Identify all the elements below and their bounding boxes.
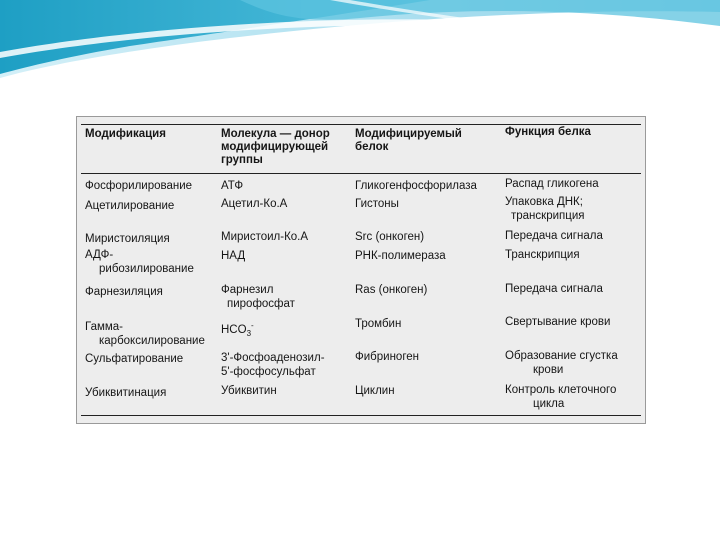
row-4-function: Транскрипция — [505, 249, 580, 261]
row-2-protein: Гистоны — [355, 198, 399, 210]
row-2-donor: Ацетил-Ко.А — [221, 198, 288, 210]
row-6-modification-line1: Гамма- — [85, 321, 124, 333]
row-6-protein: Тромбин — [355, 318, 402, 330]
row-2-function-line2: транскрипция — [511, 210, 585, 222]
row-2-modification: Ацетилирование — [85, 200, 175, 212]
row-5-modification: Фарнезиляция — [85, 286, 163, 298]
row-5-donor-line1: Фарнезил — [221, 284, 274, 296]
row-6-donor-bicarbonate: $HCO_3^-$ — [221, 321, 254, 339]
row-8-function-line2: цикла — [533, 398, 565, 410]
header-donor-line1: Молекула — донор — [221, 128, 330, 140]
row-1-donor: АТФ — [221, 180, 244, 192]
row-1-function: Распад гликогена — [505, 178, 599, 190]
row-8-modification: Убиквитинация — [85, 387, 167, 399]
row-3-protein: Src (онкоген) — [355, 231, 425, 243]
row-7-donor-line2: 5'-фосфосульфат — [221, 366, 316, 378]
row-7-protein: Фибриноген — [355, 351, 420, 363]
header-donor-line3: группы — [221, 154, 263, 166]
header-protein-line1: Модифицируемый — [355, 128, 462, 140]
row-4-protein: РНК-полимераза — [355, 250, 446, 262]
header-function: Функция белка — [505, 126, 591, 138]
row-3-donor: Миристоил-Ко.А — [221, 231, 309, 243]
row-7-function-line2: крови — [533, 364, 564, 376]
row-5-protein: Ras (онкоген) — [355, 284, 428, 296]
row-8-protein: Циклин — [355, 385, 395, 397]
row-5-donor-line2: пирофосфат — [227, 298, 295, 310]
row-6-modification-line2: карбоксилирование — [99, 335, 205, 347]
row-1-modification: Фосфорилирование — [85, 180, 193, 192]
row-4-modification-line2: рибозилирование — [99, 263, 194, 275]
header-modification: Модификация — [85, 128, 166, 140]
header-donor-line2: модифицирующей — [221, 141, 329, 153]
table-top-rule — [81, 124, 641, 125]
row-5-function: Передача сигнала — [505, 283, 603, 295]
row-4-donor: НАД — [221, 250, 246, 262]
table-header-rule — [81, 173, 641, 174]
row-3-function: Передача сигнала — [505, 230, 603, 242]
table-bottom-rule — [81, 415, 641, 416]
row-8-function-line1: Контроль клеточного — [505, 384, 617, 396]
row-7-modification: Сульфатирование — [85, 353, 184, 365]
row-3-modification: Миристоиляция — [85, 233, 170, 245]
row-7-function-line1: Образование сгустка — [505, 350, 618, 362]
row-8-donor: Убиквитин — [221, 385, 277, 397]
row-7-donor-line1: 3'-Фосфоаденозил- — [221, 352, 325, 364]
row-1-protein: Гликогенфосфорилаза — [355, 180, 477, 192]
header-protein-line2: белок — [355, 141, 389, 153]
row-6-function: Свертывание крови — [505, 316, 611, 328]
row-2-function-line1: Упаковка ДНК; — [505, 196, 583, 208]
modifications-table — [76, 116, 646, 424]
row-4-modification-line1: АДФ- — [85, 249, 114, 261]
